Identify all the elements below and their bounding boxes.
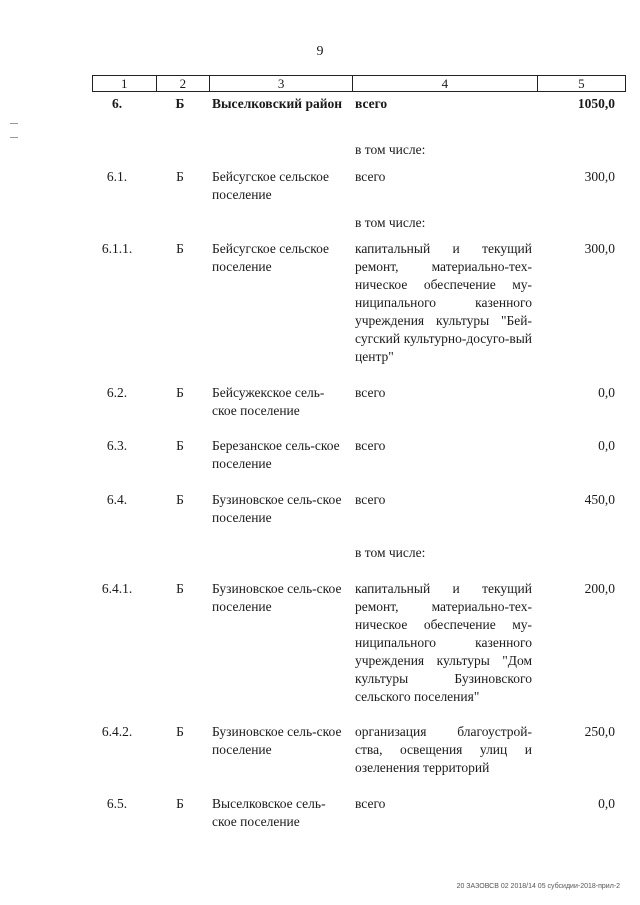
row-amount: 250,0 xyxy=(584,724,615,739)
row-note: в том числе: xyxy=(355,142,426,157)
row-amount: 200,0 xyxy=(584,581,615,596)
row-amount: 300,0 xyxy=(584,169,615,184)
row-category: Б xyxy=(176,438,184,453)
margin-mark xyxy=(10,123,18,124)
row-description: капитальный и текущий ремонт, материально-тех-ническое обеспечение му-ниципального казенного учреждения культуры "Бей-сугский культурно-досуго-вый центр" xyxy=(355,241,532,364)
footer-filepath: 20 ЗАЗОВСВ 02 2018/14 05 субсидии-2018-прил-2 xyxy=(456,883,620,890)
row-name: Бузиновское сель-ское поселение xyxy=(212,581,342,614)
row-number: 6.5. xyxy=(106,796,128,811)
row-note: в том числе: xyxy=(355,215,426,230)
row-number: 6.4.1. xyxy=(101,581,133,596)
row-category: Б xyxy=(176,385,184,400)
row-description: всего xyxy=(355,385,386,400)
row-category: Б xyxy=(176,581,184,596)
row-name: Выселковский район xyxy=(212,96,343,111)
row-number: 6. xyxy=(111,96,123,111)
row-category: Б xyxy=(176,492,184,507)
row-name: Бейсужекское сель-ское поселение xyxy=(212,385,325,418)
row-number: 6.1.1. xyxy=(101,241,133,256)
row-description: организация благоустрой-ства, освещения улиц и озеленения территорий xyxy=(355,724,532,775)
row-amount: 0,0 xyxy=(598,438,615,453)
row-description: всего xyxy=(355,796,386,811)
row-name: Бейсугское сельское поселение xyxy=(212,169,330,202)
row-description: всего xyxy=(355,169,386,184)
row-number: 6.3. xyxy=(106,438,128,453)
row-number: 6.1. xyxy=(106,169,128,184)
header-col-4: 4 xyxy=(353,76,538,91)
row-amount: 1050,0 xyxy=(577,96,615,111)
header-col-3: 3 xyxy=(210,76,353,91)
row-amount: 450,0 xyxy=(584,492,615,507)
row-description: всего xyxy=(355,438,386,453)
row-amount: 0,0 xyxy=(598,796,615,811)
row-category: Б xyxy=(176,724,184,739)
margin-mark xyxy=(10,137,18,138)
header-col-2: 2 xyxy=(157,76,211,91)
row-number: 6.4. xyxy=(106,492,128,507)
row-category: Б xyxy=(176,796,184,811)
row-amount: 300,0 xyxy=(584,241,615,256)
row-name: Бузиновское сель-ское поселение xyxy=(212,492,342,525)
header-col-5: 5 xyxy=(578,76,585,91)
page-number: 9 xyxy=(316,44,324,59)
row-name: Бузиновское сель-ское поселение xyxy=(212,724,342,757)
row-number: 6.4.2. xyxy=(101,724,133,739)
row-category: Б xyxy=(176,241,184,256)
row-amount: 0,0 xyxy=(598,385,615,400)
row-number: 6.2. xyxy=(106,385,128,400)
row-name: Березанское сель-ское поселение xyxy=(212,438,340,471)
row-category: Б xyxy=(176,169,184,184)
header-col-1: 1 xyxy=(93,76,157,91)
row-note: в том числе: xyxy=(355,545,426,560)
row-description: всего xyxy=(355,96,388,111)
row-category: Б xyxy=(175,96,185,111)
row-name: Бейсугское сельское поселение xyxy=(212,241,330,274)
row-description: капитальный и текущий ремонт, материально-тех-ническое обеспечение му-ниципального казенного учреждения культуры "Дом культуры Бузиновского сельского поселения" xyxy=(355,581,532,704)
row-name: Выселковское сель-ское поселение xyxy=(212,796,326,829)
row-description: всего xyxy=(355,492,386,507)
